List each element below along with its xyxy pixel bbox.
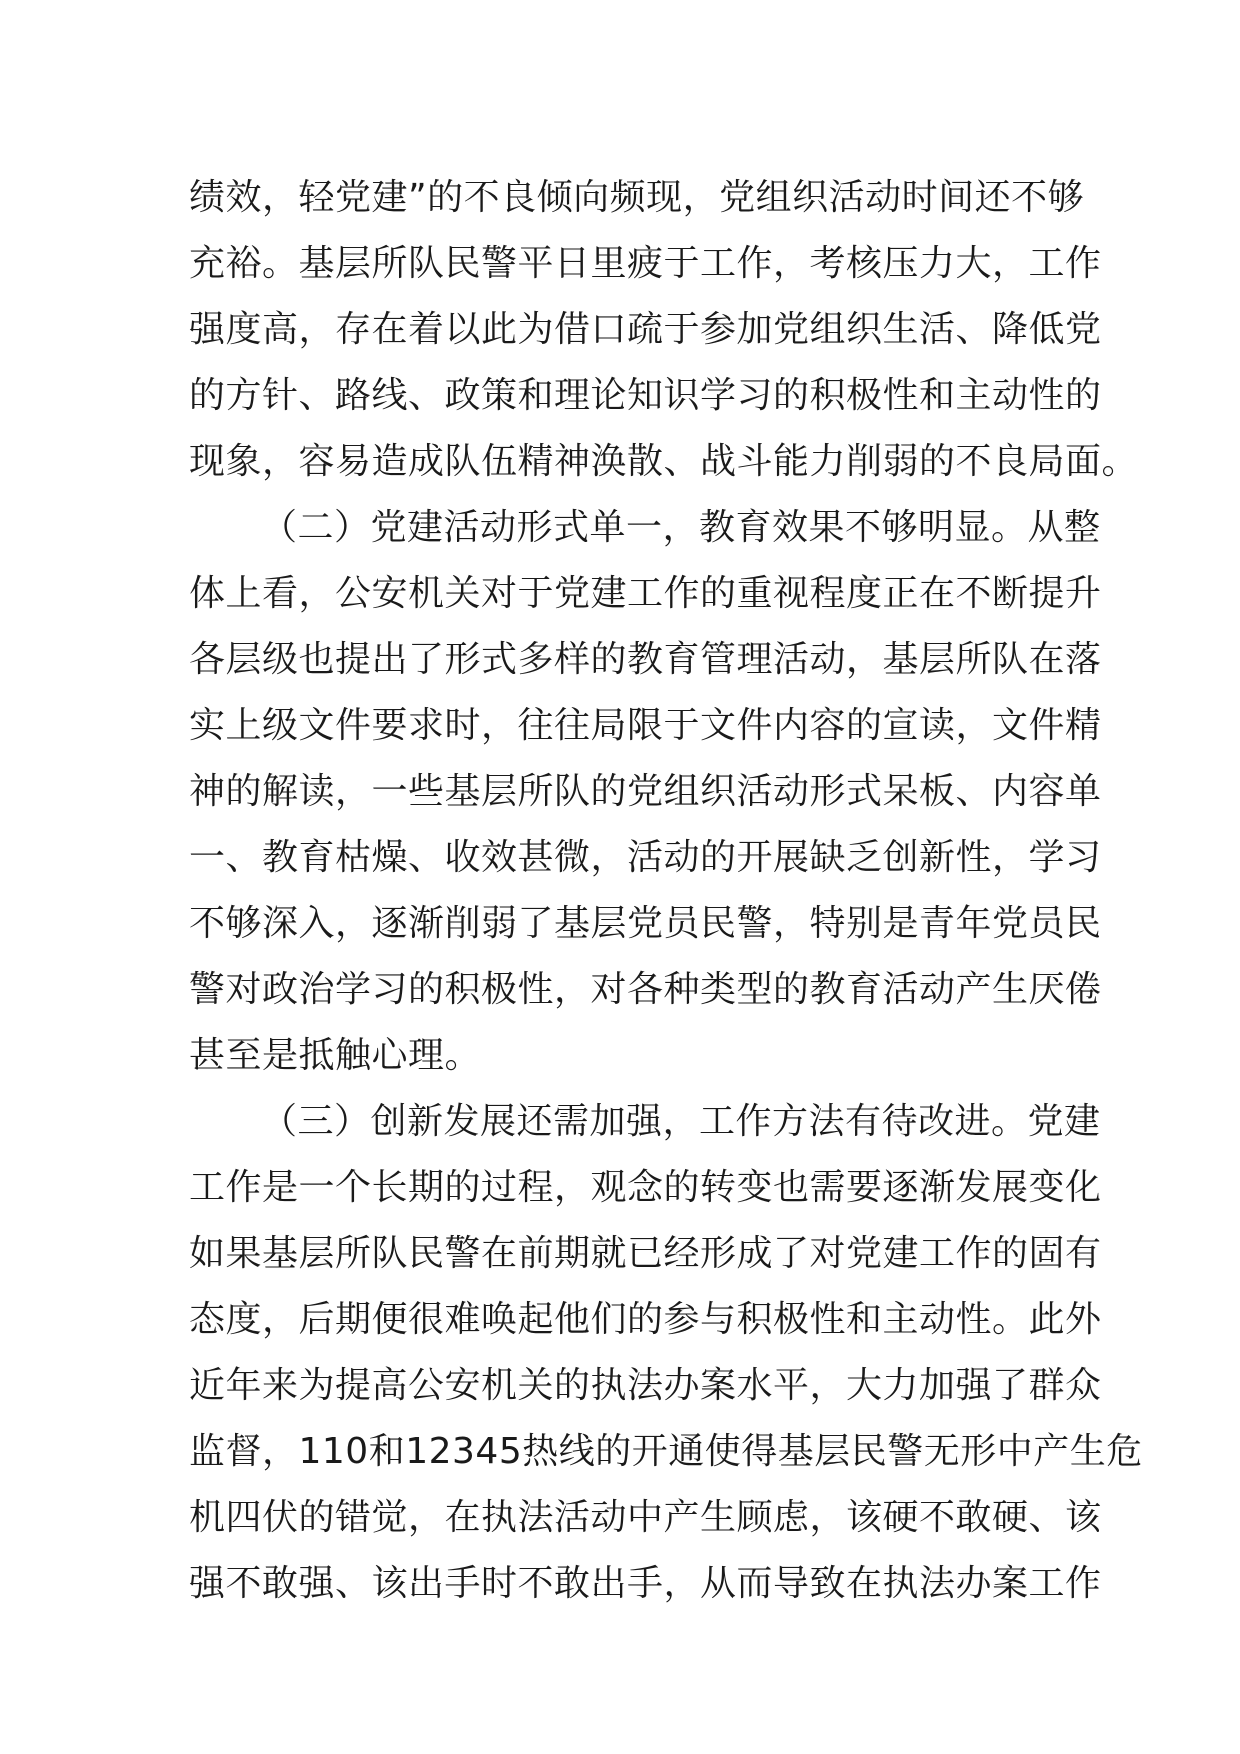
body-text [189,165,1143,1617]
text-line: 现象，容易造成队伍精神涣散、战斗能力削弱的不良局面。 [189,441,1139,482]
text-line: 各层级也提出了形式多样的教育管理活动，基层所队在落 [189,639,1102,680]
section-heading-line: （二）党建活动形式单一，教育效果不够明显。从整 [261,507,1101,548]
text-line: 不够深入，逐渐削弱了基层党员民警，特别是青年党员民 [189,903,1102,944]
section-heading-line: （三）创新发展还需加强，工作方法有待改进。党建 [261,1101,1101,1142]
text-line: 警对政治学习的积极性，对各种类型的教育活动产生厌倦 [189,969,1102,1010]
text-line: 绩效，轻党建”的不良倾向频现，党组织活动时间还不够 [189,177,1085,218]
text-line: 机四伏的错觉，在执法活动中产生顾虑，该硬不敢硬、该 [189,1497,1102,1538]
text-line: 监督，110和12345热线的开通使得基层民警无形中产生危 [189,1431,1143,1472]
text-line: 的方针、路线、政策和理论知识学习的积极性和主动性的 [189,375,1102,416]
text-line: 体上看，公安机关对于党建工作的重视程度正在不断提升 [189,573,1102,614]
text-line: 强度高，存在着以此为借口疏于参加党组织生活、降低党 [189,309,1102,350]
text-line: 充裕。基层所队民警平日里疲于工作，考核压力大，工作 [189,243,1102,284]
text-line: 态度，后期便很难唤起他们的参与积极性和主动性。此外 [189,1299,1102,1340]
text-line: 甚至是抵触心理。 [189,1035,482,1076]
text-line: 强不敢强、该出手时不敢出手，从而导致在执法办案工作 [189,1563,1102,1604]
text-line: 一、教育枯燥、收效甚微，活动的开展缺乏创新性，学习 [189,837,1102,878]
text-line: 如果基层所队民警在前期就已经形成了对党建工作的固有 [189,1233,1102,1274]
text-line: 近年来为提高公安机关的执法办案水平，大力加强了群众 [189,1365,1102,1406]
text-line: 神的解读，一些基层所队的党组织活动形式呆板、内容单 [189,771,1102,812]
text-line: 工作是一个长期的过程，观念的转变也需要逐渐发展变化 [189,1167,1102,1208]
text-line: 实上级文件要求时，往往局限于文件内容的宣读，文件精 [189,705,1102,746]
